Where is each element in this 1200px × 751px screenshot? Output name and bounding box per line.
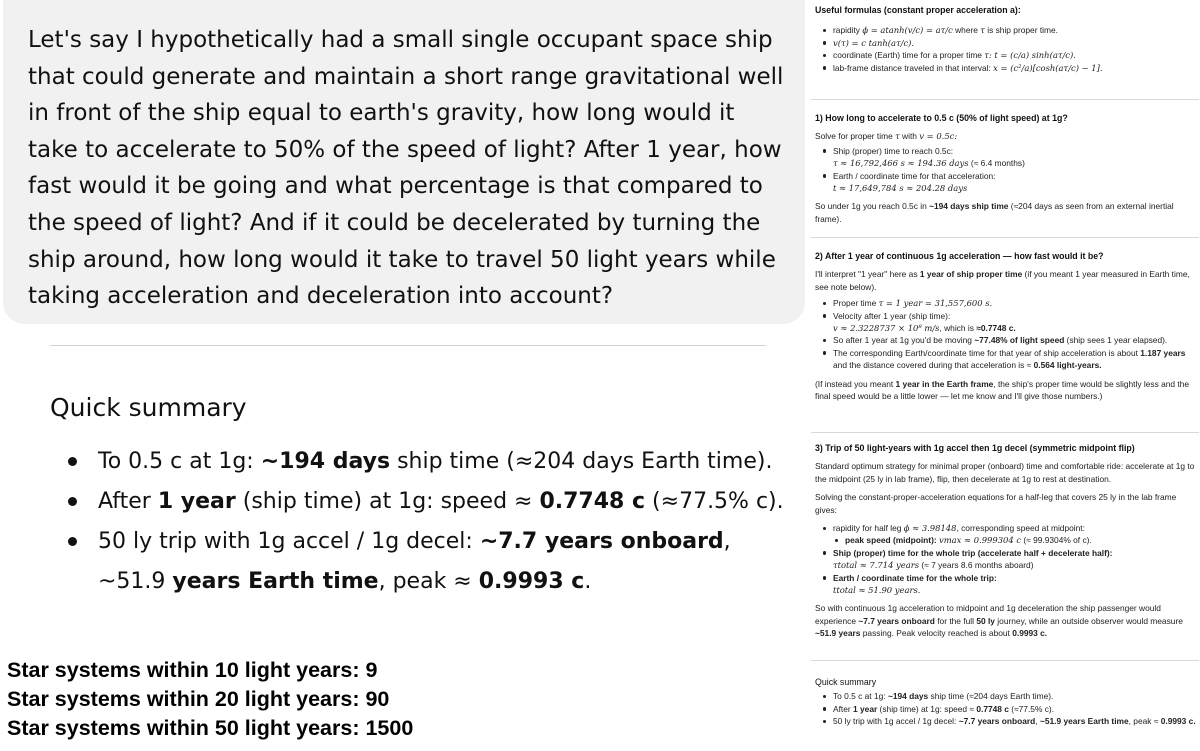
list-item: Earth / coordinate time for that acceleration: t ≈ 17,649,784 s ≈ 204.28 days: [833, 170, 1197, 195]
list-item: To 0.5 c at 1g: ~194 days ship time (≈204 days Earth time).: [833, 690, 1197, 702]
user-question-bubble: [3, 0, 805, 324]
list-item: After 1 year (ship time) at 1g: speed ≈ 0.7748 c (≈77.5% c).: [50, 482, 790, 522]
list-item: Ship (proper) time for the whole trip (accelerate half + decelerate half): τtotal ≈ 7.714 years (≈ 7 years 8.6 months aboard): [833, 547, 1197, 572]
list-item: lab-frame distance traveled in that interval: x = (c²/a)[cosh(aτ/c) − 1].: [833, 62, 1197, 74]
section-2: 2) After 1 year of continuous 1g acceleration — how fast would it be? I'll interpret "1 year" here as 1 year of ship proper time (if you meant 1 year measured in Earth time, see note below). Proper time τ = 1 year = 31,557,600 s. Velocity after 1 year (ship time): v ≈ 2.3228737 × 10⁸ m/s, which is ≈0.7748 c. So after 1 year at 1g you'd be moving ~77.48% of light speed (ship sees 1 year elapsed). The corresponding Earth/coordinate time for that year of ship acceleration is about 1.187 years and the distance covered during that acceleration is ≈ 0.564 light-years. (If instead you meant 1 year in the Earth frame, the ship's proper time would be slightly less and the final speed would be a little lower — let me know and I'll give those numbers.): [815, 250, 1197, 402]
list-item: The corresponding Earth/coordinate time for that year of ship acceleration is about 1.187 years and the distance covered during that acceleration is ≈ 0.564 light-years.: [833, 347, 1197, 372]
list-item: Ship (proper) time to reach 0.5c: τ ≈ 16,792,466 s ≈ 194.36 days (≈ 6.4 months): [833, 145, 1197, 170]
star-systems-caption: [7, 656, 413, 743]
quick-summary-title: Quick summary: [50, 393, 247, 422]
divider: [811, 432, 1199, 433]
section-3-title: 3) Trip of 50 light-years with 1g accel then 1g decel (symmetric midpoint flip): [815, 443, 1135, 453]
list-item: So after 1 year at 1g you'd be moving ~77.48% of light speed (ship sees 1 year elapsed).: [833, 334, 1197, 346]
section-3: 3) Trip of 50 light-years with 1g accel then 1g decel (symmetric midpoint flip) Standard optimum strategy for minimal proper (onboard) time and comfortable ride: accelerate at 1g to the midpoint (25 ly in lab frame), flip, then decelerate at 1g to rest at destination. Solving the constant-proper-acceleration equations for a half-leg that covers 25 ly in the lab frame gives: rapidity for half leg ϕ ≈ 3.98148, corresponding speed at midpoint: peak speed (midpoint): vmax ≈ 0.999304 c (≈ 99.9304% of c). Ship (proper) time for the whole trip (accelerate half + decelerate half): τtotal ≈ 7.714 years (≈ 7 years 8.6 months aboard) Earth / coordinate time for the whole trip: ttotal ≈ 51.90 years. So with continuous 1g acceleration to midpoint and 1g deceleration the ship passenger would experience ~7.7 years onboard for the full 50 ly journey, while an outside observer would measure ~51.9 years passing. Peak velocity reached is about 0.9993 c.: [815, 442, 1197, 640]
section-2-title: 2) After 1 year of continuous 1g acceleration — how fast would it be?: [815, 251, 1104, 261]
star-systems-line-20: Star systems within 20 light years: 90: [7, 687, 390, 711]
list-item: 50 ly trip with 1g accel / 1g decel: ~7.7 years onboard, ~51.9 years Earth time, peak ≈ 0.9993 c.: [50, 522, 790, 602]
formulas-section: [815, 4, 1197, 74]
list-item: rapidity for half leg ϕ ≈ 3.98148, corresponding speed at midpoint: peak speed (midpoint): vmax ≈ 0.999304 c (≈ 99.9304% of c).: [833, 522, 1197, 547]
divider: [811, 237, 1199, 238]
formulas-title: Useful formulas (constant proper acceleration a):: [815, 5, 1021, 15]
list-item: coordinate (Earth) time for a proper time τ: t = (c/a) sinh(aτ/c).: [833, 49, 1197, 61]
star-systems-line-10: Star systems within 10 light years: 9: [7, 658, 378, 682]
star-systems-line-50: Star systems within 50 light years: 1500: [7, 716, 414, 740]
list-item: Proper time τ = 1 year = 31,557,600 s.: [833, 297, 1197, 309]
list-item: After 1 year (ship time) at 1g: speed ≈ 0.7748 c (≈77.5% c).: [833, 703, 1197, 715]
section-1: 1) How long to accelerate to 0.5 c (50% of light speed) at 1g? Solve for proper time τ with v = 0.5c: Ship (proper) time to reach 0.5c: τ ≈ 16,792,466 s ≈ 194.36 days (≈ 6.4 months) Earth / coordinate time for that acceleration: t ≈ 17,649,784 s ≈ 204.28 days So under 1g you reach 0.5c in ~194 days ship time (≈204 days as seen from an external inertial frame).: [815, 112, 1197, 225]
quick-summary-title-small: Quick summary: [815, 677, 877, 687]
list-item: To 0.5 c at 1g: ~194 days ship time (≈204 days Earth time).: [50, 442, 790, 482]
quick-summary-list: [50, 442, 790, 602]
section-1-title: 1) How long to accelerate to 0.5 c (50% of light speed) at 1g?: [815, 113, 1068, 123]
divider: [811, 99, 1199, 100]
list-item: Velocity after 1 year (ship time): v ≈ 2.3228737 × 10⁸ m/s, which is ≈0.7748 c.: [833, 310, 1197, 335]
right-panel-answer: [805, 0, 1200, 751]
list-item: v(τ) = c tanh(aτ/c).: [833, 37, 1197, 49]
list-item: rapidity ϕ = atanh(v/c) = aτ/c where τ is ship proper time.: [833, 24, 1197, 36]
quick-summary-section: [815, 676, 1197, 728]
list-item: Earth / coordinate time for the whole trip: ttotal ≈ 51.90 years.: [833, 572, 1197, 597]
divider: [811, 660, 1199, 661]
list-item: peak speed (midpoint): vmax ≈ 0.999304 c (≈ 99.9304% of c).: [845, 534, 1197, 546]
divider: [50, 345, 766, 346]
list-item: 50 ly trip with 1g accel / 1g decel: ~7.7 years onboard, ~51.9 years Earth time, peak ≈ 0.9993 c.: [833, 716, 1196, 727]
user-question-text: Let's say I hypothetically had a small single occupant space ship that could generate and maintain a short range gravitational well in front of the ship equal to earth's gravity, how long would it take to accelerate to 50% of the speed of light? After 1 year, how fast would it be going and what percentage is that compared to the speed of light? And if it could be decelerated by turning the ship around, how long would it take to travel 50 light years while taking acceleration and deceleration into account?: [28, 27, 784, 310]
